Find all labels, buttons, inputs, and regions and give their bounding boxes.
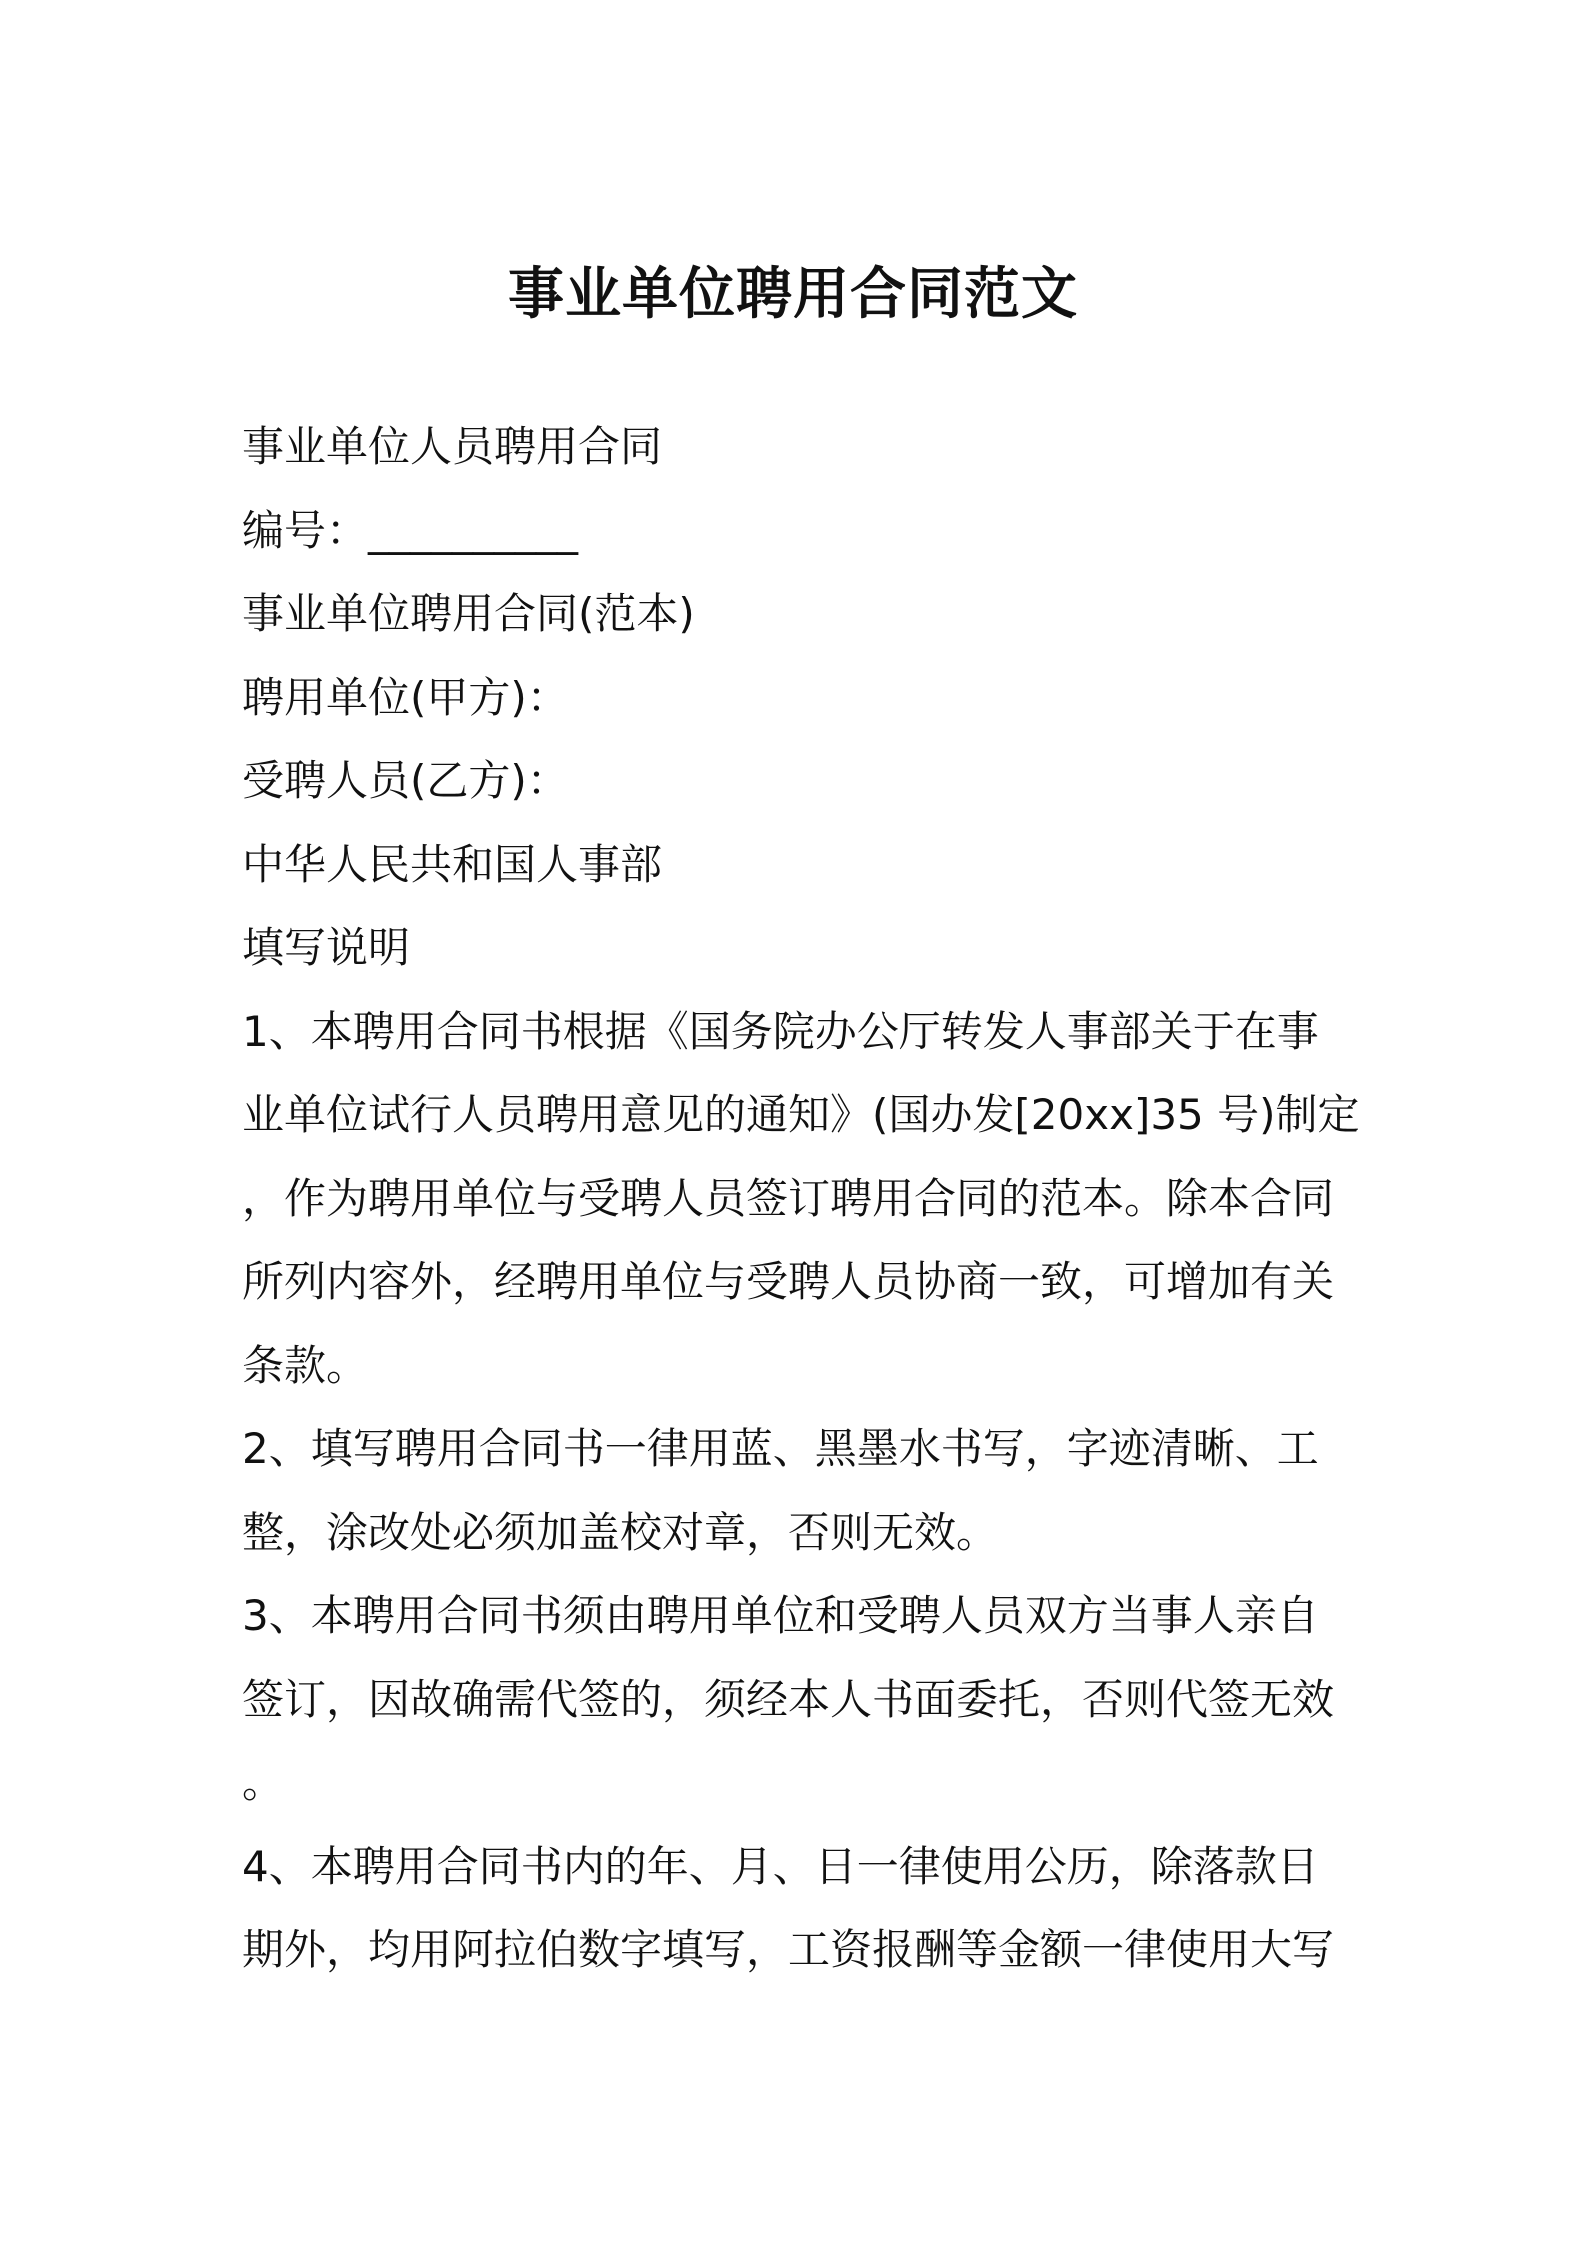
text-line-1: 事业单位人员聘用合同 [242,422,663,471]
document-body [242,405,1360,1992]
text-line-3: 事业单位聘用合同(范本) [242,589,695,638]
document-title: 事业单位聘用合同范文 [508,262,1078,327]
text-line-18: 4、本聘用合同书内的年、月、日一律使用公历，除落款日 [242,1841,1319,1891]
text-line-8: 1、本聘用合同书根据《国务院办公厅转发人事部关于在事 [242,1006,1319,1056]
text-line-6: 中华人民共和国人事部 [242,839,663,889]
text-line-9: 业单位试行人员聘用意见的通知》(国办发[20xx]35 号)制定 [242,1090,1360,1139]
text-line-15: 3、本聘用合同书须由聘用单位和受聘人员双方当事人亲自 [242,1591,1319,1640]
text-line-7: 填写说明 [242,923,411,972]
text-line-19: 期外，均用阿拉伯数字填写，工资报酬等金额一律使用大写 [242,1925,1335,1974]
text-line-16: 签订，因故确需代签的，须经本人书面委托，否则代签无效 [242,1674,1335,1724]
text-line-2: 编号：__________ [242,505,579,555]
text-line-13: 2、填写聘用合同书一律用蓝、黑墨水书写，字迹清晰、工 [242,1424,1319,1473]
text-line-4: 聘用单位(甲方)： [242,672,569,722]
text-line-10: ，作为聘用单位与受聘人员签订聘用合同的范本。除本合同 [242,1173,1335,1223]
text-line-17: 。 [242,1758,285,1807]
text-line-11: 所列内容外，经聘用单位与受聘人员协商一致，可增加有关 [242,1257,1335,1306]
text-line-12: 条款。 [242,1340,369,1390]
text-line-14: 整，涂改处必须加盖校对章，否则无效。 [242,1507,999,1557]
text-line-5: 受聘人员(乙方)： [242,756,569,805]
